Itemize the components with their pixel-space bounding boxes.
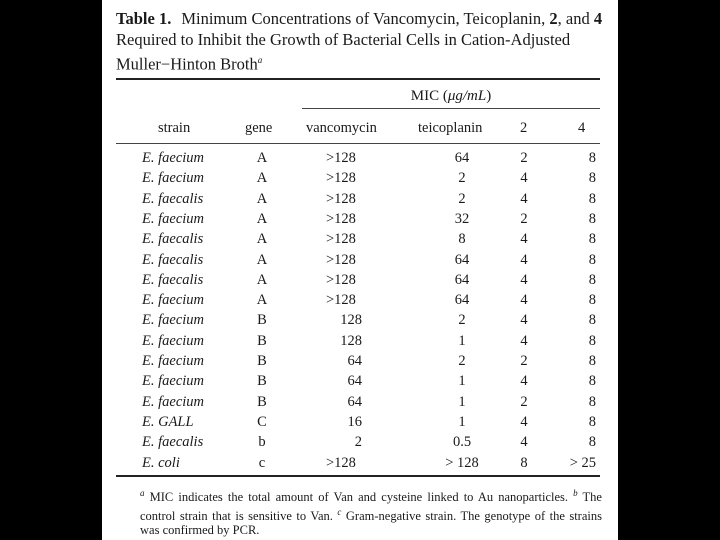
title-footnote-mark: a: [257, 55, 263, 65]
header-compound-4: 4: [578, 120, 586, 136]
compound-4-cell: 8: [588, 353, 596, 369]
table-row: [102, 453, 618, 473]
table-row: [102, 250, 618, 270]
strain-cell: E. faecalis: [142, 271, 204, 288]
mic-label: MIC (: [410, 88, 448, 104]
teicoplanin-cell: 1: [458, 393, 466, 410]
table-header-rule: [116, 143, 600, 144]
mic-close: ): [486, 88, 492, 104]
teicoplanin-cell: 0.5: [452, 434, 472, 451]
strain-cell: E. faecalis: [142, 190, 204, 207]
vancomycin-cell: >128: [326, 190, 356, 207]
teicoplanin-cell: 2: [458, 312, 466, 329]
header-compound-2: 2: [520, 120, 528, 136]
vancomycin-cell: 64: [347, 353, 362, 369]
strain-cell: E. coli: [142, 454, 180, 471]
table-row: [102, 351, 618, 371]
compound-4-cell: 8: [588, 170, 596, 187]
table-row: [102, 189, 618, 209]
strain-cell: E. faecium: [142, 170, 205, 187]
compound-2-cell: 2: [520, 150, 528, 166]
vancomycin-cell: >128: [326, 150, 356, 166]
gene-cell: A: [256, 210, 268, 227]
table-row: [102, 412, 618, 432]
table-bottom-rule: [116, 475, 600, 477]
vancomycin-cell: 2: [354, 434, 362, 451]
gene-cell: B: [257, 312, 267, 329]
table-footnotes: [140, 486, 602, 538]
strain-cell: E. faecium: [142, 210, 205, 227]
vancomycin-cell: >128: [326, 170, 356, 187]
gene-cell: A: [256, 231, 268, 248]
vancomycin-cell: >128: [326, 251, 356, 268]
strain-cell: E. faecium: [142, 393, 205, 410]
table-row: [102, 168, 618, 188]
mic-group-header: [302, 88, 600, 105]
strain-cell: E. faecium: [142, 353, 205, 369]
table-row: [102, 148, 618, 168]
vancomycin-cell: >128: [326, 210, 356, 227]
gene-cell: A: [256, 251, 268, 268]
strain-cell: E. faecium: [142, 373, 205, 390]
compound-2-cell: 4: [520, 251, 528, 268]
compound-2-cell: 4: [520, 434, 528, 451]
table-row: [102, 209, 618, 229]
teicoplanin-cell: 1: [458, 332, 466, 349]
gene-cell: b: [258, 434, 266, 451]
strain-cell: E. faecium: [142, 332, 205, 349]
vancomycin-cell: 64: [347, 393, 362, 410]
compound-4-cell: 8: [588, 393, 596, 410]
strain-cell: E. GALL: [142, 413, 194, 430]
gene-cell: A: [256, 150, 268, 166]
footnote-b: The control strain that is sensitive to Van.: [140, 490, 602, 523]
header-teicoplanin: teicoplanin: [418, 120, 483, 136]
teicoplanin-cell: 2: [458, 170, 466, 187]
compound-2-cell: 4: [520, 413, 528, 430]
teicoplanin-cell: 1: [458, 373, 466, 390]
compound-2-cell: 2: [520, 393, 528, 410]
gene-cell: B: [257, 393, 267, 410]
vancomycin-cell: >128: [326, 292, 356, 309]
table-row: [102, 331, 618, 351]
compound-2-cell: 4: [520, 292, 528, 309]
document-page: [102, 0, 618, 540]
vancomycin-cell: >128: [326, 454, 356, 471]
compound-2-cell: 4: [520, 332, 528, 349]
teicoplanin-cell: 2: [458, 190, 466, 207]
title-part2: , and: [557, 9, 594, 28]
header-gene: gene: [245, 120, 273, 136]
teicoplanin-cell: 64: [454, 292, 470, 309]
table-row: [102, 270, 618, 290]
compound-4-cell: 8: [588, 292, 596, 309]
table-row: [102, 371, 618, 391]
gene-cell: B: [257, 373, 267, 390]
title-compound-4: 4: [593, 9, 603, 28]
vancomycin-cell: 16: [347, 413, 362, 430]
strain-cell: E. faecium: [142, 292, 205, 309]
compound-4-cell: > 25: [569, 454, 596, 471]
table-top-rule: [116, 78, 600, 80]
compound-4-cell: 8: [588, 210, 596, 227]
title-part3: Required to Inhibit the Growth of Bacterial Cells in Cation-Adjusted Muller−Hinton Broth: [116, 30, 571, 74]
teicoplanin-cell: 1: [458, 413, 466, 430]
strain-cell: E. faecalis: [142, 231, 204, 248]
compound-4-cell: 8: [588, 231, 596, 248]
teicoplanin-cell: 64: [454, 271, 470, 288]
table-row: [102, 229, 618, 249]
compound-2-cell: 4: [520, 312, 528, 329]
compound-2-cell: 4: [520, 373, 528, 390]
compound-2-cell: 4: [520, 190, 528, 207]
strain-cell: E. faecalis: [142, 434, 204, 451]
footnote-a: MIC indicates the total amount of Van and cysteine linked to Au nanoparticles.: [144, 490, 574, 505]
gene-cell: A: [256, 190, 268, 207]
compound-4-cell: 8: [588, 413, 596, 430]
footnote-c: Gram-negative strain. The genotype of the strains was confirmed by PCR.: [140, 508, 602, 538]
gene-cell: c: [258, 454, 266, 471]
teicoplanin-cell: 32: [454, 210, 470, 227]
mic-unit: μg/mL: [447, 88, 487, 104]
compound-4-cell: 8: [588, 150, 596, 166]
table-row: [102, 392, 618, 412]
footnote-a-mark: a: [140, 488, 145, 498]
vancomycin-cell: 128: [340, 312, 362, 329]
header-vancomycin: vancomycin: [306, 120, 377, 136]
compound-2-cell: 2: [520, 353, 528, 369]
compound-4-cell: 8: [588, 312, 596, 329]
teicoplanin-cell: 8: [458, 231, 466, 248]
vancomycin-cell: >128: [326, 271, 356, 288]
compound-4-cell: 8: [588, 190, 596, 207]
teicoplanin-cell: > 128: [445, 454, 479, 471]
gene-cell: A: [256, 271, 268, 288]
table-caption: [116, 8, 606, 75]
teicoplanin-cell: 2: [458, 353, 466, 369]
vancomycin-cell: 128: [340, 332, 362, 349]
compound-4-cell: 8: [588, 332, 596, 349]
compound-4-cell: 8: [588, 251, 596, 268]
gene-cell: B: [257, 353, 267, 369]
compound-2-cell: 4: [520, 231, 528, 248]
table-row: [102, 310, 618, 330]
compound-2-cell: 4: [520, 170, 528, 187]
teicoplanin-cell: 64: [454, 150, 470, 166]
strain-cell: E. faecium: [142, 150, 205, 166]
gene-cell: C: [257, 413, 267, 430]
title-compound-2: 2: [549, 9, 558, 28]
compound-4-cell: 8: [588, 271, 596, 288]
vancomycin-cell: >128: [326, 231, 356, 248]
table-label: Table 1.: [116, 9, 172, 28]
gene-cell: A: [256, 170, 268, 187]
table-row: [102, 432, 618, 452]
header-strain: strain: [158, 120, 191, 136]
compound-4-cell: 8: [588, 434, 596, 451]
title-part1: Minimum Concentrations of Vancomycin, Teicoplanin,: [181, 9, 550, 28]
compound-2-cell: 2: [520, 210, 528, 227]
strain-cell: E. faecalis: [142, 251, 204, 268]
mic-group-rule: [302, 108, 600, 109]
compound-4-cell: 8: [588, 373, 596, 390]
strain-cell: E. faecium: [142, 312, 205, 329]
compound-2-cell: 4: [520, 271, 528, 288]
table-row: [102, 290, 618, 310]
teicoplanin-cell: 64: [454, 251, 470, 268]
footnote-c-mark: c: [337, 506, 342, 517]
footnote-b-mark: b: [573, 488, 578, 498]
gene-cell: B: [257, 332, 267, 349]
gene-cell: A: [256, 292, 268, 309]
compound-2-cell: 8: [520, 454, 528, 471]
vancomycin-cell: 64: [347, 373, 362, 390]
